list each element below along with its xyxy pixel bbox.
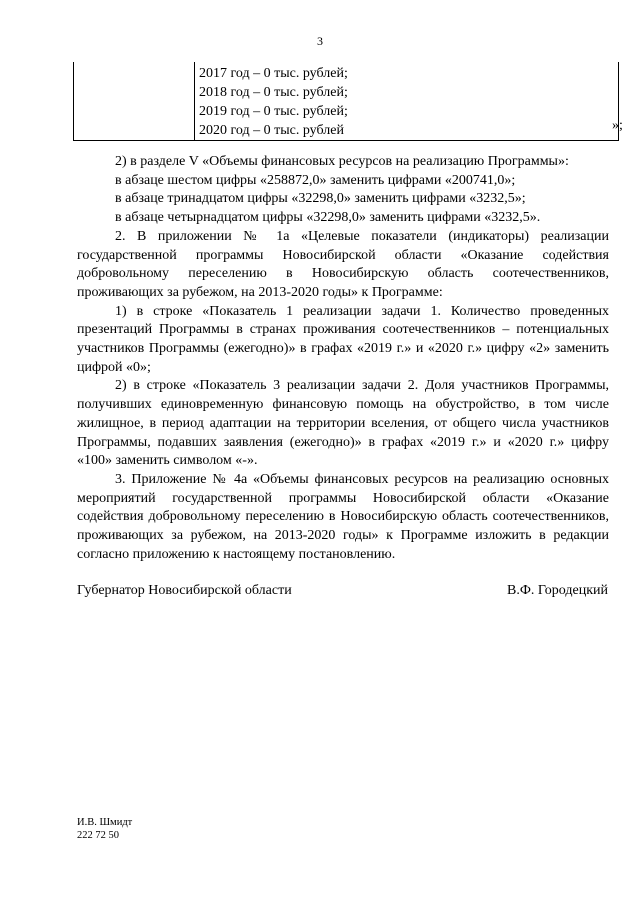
- paragraph: в абзаце шестом цифры «258872,0» заменить цифрами «200741,0»;: [115, 172, 516, 188]
- paragraph: 2. В приложении № 1а «Целевые показатели (индикаторы) реализации государственной программы Новосибирской области «Оказание содействия добровольному переселению в Новосибирскую область соотечественников, проживающих за рубежом, на 2013-2020 годы» к Программе:: [77, 228, 609, 300]
- paragraph: 2) в строке «Показатель 3 реализации задачи 2. Доля участников Программы, получивших единовременную финансовую помощь на обустройство, в том числе жилищное, в период адаптации на территории вселения, от общего числа участников Программы, подавших заявления (ежегодно)» в графах «2019 г.» и «2020 г.» цифру «100» заменить символом «-».: [77, 378, 609, 469]
- document-body: [77, 153, 609, 564]
- executor-name: И.В. Шмидт: [77, 817, 133, 828]
- table-line: 2017 год – 0 тыс. рублей;: [199, 66, 348, 81]
- page-number: 3: [317, 34, 323, 48]
- table-cell-amounts: [195, 62, 619, 141]
- table-line: 2019 год – 0 тыс. рублей;: [199, 104, 348, 119]
- paragraph: в абзаце четырнадцатом цифры «32298,0» заменить цифрами «3232,5».: [115, 210, 541, 226]
- table-row: [74, 62, 619, 141]
- paragraph: 1) в строке «Показатель 1 реализации задачи 1. Количество проведенных презентаций Программы в странах проживания соотечественников – потенциальных участников Программы (ежегодно)» в графах «2019 г.» и «2020 г.» цифру «2» заменить цифрой «0»;: [77, 303, 609, 375]
- budget-table-fragment: [73, 62, 619, 141]
- paragraph: в абзаце тринадцатом цифры «32298,0» заменить цифрами «3232,5»;: [115, 191, 526, 207]
- executor-phone: 222 72 50: [77, 830, 119, 841]
- signatory-position: Губернатор Новосибирской области: [77, 583, 292, 598]
- table-closing-quote: »;: [612, 118, 623, 133]
- signatory-name: В.Ф. Городецкий: [507, 583, 608, 598]
- table-line: 2020 год – 0 тыс. рублей: [199, 123, 344, 138]
- table-line: 2018 год – 0 тыс. рублей;: [199, 85, 348, 100]
- paragraph: 3. Приложение № 4а «Объемы финансовых ресурсов на реализацию основных мероприятий государственной программы Новосибирской области «Оказание содействия добровольному переселению в Новосибирскую область соотечественников, проживающих за рубежом, на 2013-2020 годы» к Программе изложить в редакции согласно приложению к настоящему постановлению.: [77, 471, 609, 562]
- table-cell-empty: [74, 62, 195, 141]
- paragraph: 2) в разделе V «Объемы финансовых ресурсов на реализацию Программы»:: [115, 154, 569, 169]
